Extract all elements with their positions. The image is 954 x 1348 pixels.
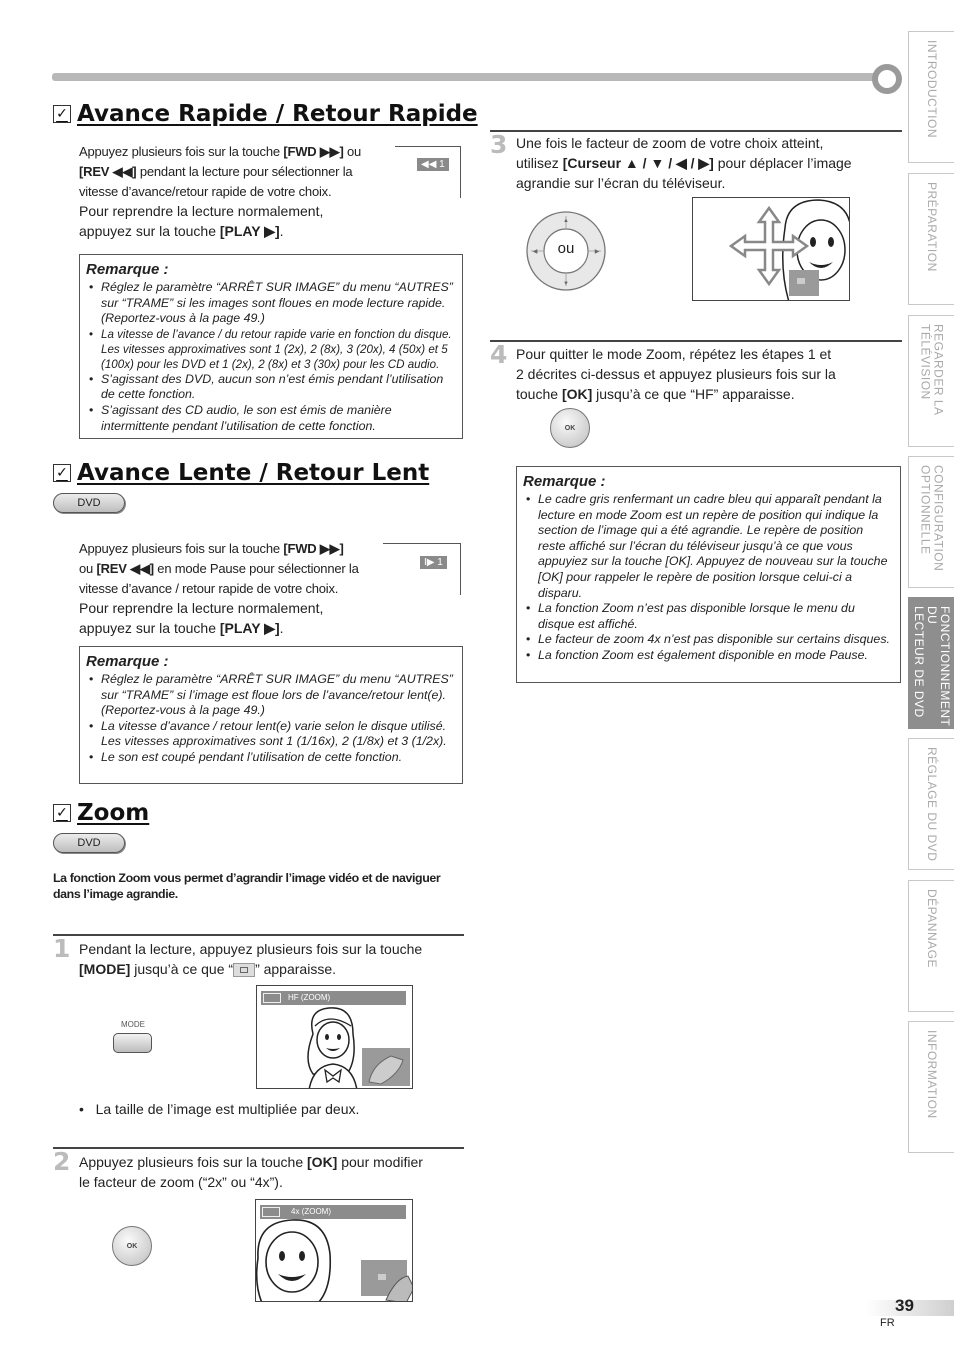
- ok-label: OK: [564, 424, 576, 432]
- text: 2 décrites ci-dessus et appuyez plusieurs fois sur la: [516, 366, 836, 382]
- mode-label: MODE: [121, 1020, 145, 1029]
- side-tab-dvd-setup[interactable]: [908, 738, 954, 870]
- zoom-icon: [233, 963, 255, 977]
- text: touche: [516, 386, 562, 402]
- key-label: [PLAY ▶]: [219, 223, 280, 239]
- text: vitesse d’avance / retour rapide de votre choix.: [79, 581, 339, 596]
- osd-text: HF (ZOOM): [288, 993, 331, 1002]
- side-tab-label: CONFIGURATION OPTIONNELLE: [918, 465, 946, 572]
- page-language: FR: [880, 1317, 895, 1329]
- key-label: [MODE]: [79, 961, 131, 977]
- zoom-icon: [263, 993, 281, 1003]
- text: Pendant la lecture, appuyez plusieurs fois sur la touche: [79, 941, 423, 957]
- side-tab-label: REGARDER LA TÉLÉVISION: [918, 324, 946, 416]
- section-body: [79, 539, 389, 599]
- side-tab-introduction[interactable]: [908, 31, 954, 163]
- text: agrandie sur l’écran du téléviseur.: [516, 175, 726, 191]
- speed-badge: ◀◀ 1: [417, 158, 449, 171]
- text: Pour reprendre la lecture normalement,: [79, 600, 324, 616]
- text: vitesse d’avance/retour rapide de votre choix.: [79, 184, 332, 199]
- text: Pour reprendre la lecture normalement,: [79, 203, 324, 219]
- step-number: 3: [490, 130, 508, 159]
- tv-screen-hf: [256, 985, 413, 1089]
- ou-label: ou: [557, 240, 575, 257]
- bullet: •: [79, 1101, 96, 1117]
- side-tab-label: INTRODUCTION: [925, 40, 939, 138]
- svg-text:▶: ▶: [594, 249, 600, 255]
- remark-box-fast: [79, 254, 463, 439]
- osd-text: 4x (ZOOM): [291, 1207, 331, 1216]
- step1-bullet: [79, 1099, 459, 1119]
- step-rule: [490, 340, 902, 342]
- section-title: Zoom: [77, 800, 150, 826]
- remark-title: Remarque :: [86, 261, 169, 278]
- screen-indicator: [395, 146, 461, 198]
- side-tab-information[interactable]: [908, 1021, 954, 1153]
- remark-item: • Le facteur de zoom 4x n’est pas disponible sur certains disques.: [523, 632, 892, 648]
- zoom-intro: La fonction Zoom vous permet d’agrandir l’image vidéo et de naviguer dans l’image agrandie.: [53, 871, 441, 901]
- osd-bar: [261, 991, 406, 1005]
- step-rule: [53, 934, 464, 936]
- screen-indicator: [383, 543, 461, 595]
- side-tab-label: FONCTIONNEMENT DU LECTEUR DE DVD: [912, 606, 952, 727]
- step-text: [79, 1152, 464, 1192]
- text: ” apparaisse.: [255, 961, 336, 977]
- tv-screen-pan: [692, 197, 850, 301]
- osd-bar: [260, 1205, 406, 1219]
- text: ou: [343, 144, 362, 159]
- text: jusqu’à ce que “: [130, 961, 234, 977]
- step-text: [516, 133, 902, 193]
- section-title: Avance Lente / Retour Lent: [77, 460, 430, 486]
- tv-screen-4x: [255, 1199, 413, 1302]
- mode-button[interactable]: [113, 1033, 152, 1053]
- side-tab-tv[interactable]: [908, 315, 954, 447]
- side-tab-dvd-operation[interactable]: [908, 597, 954, 729]
- step-number: 2: [53, 1147, 71, 1176]
- section-heading-fast: [53, 101, 478, 127]
- dvd-badge: DVD: [53, 493, 125, 513]
- remark-title: Remarque :: [523, 473, 606, 490]
- key-label: [REV ◀◀]: [79, 164, 137, 179]
- text: appuyez sur la touche: [79, 223, 220, 239]
- checkbox-icon: ✓: [53, 464, 71, 482]
- step-number: 4: [490, 340, 508, 369]
- text: Appuyez plusieurs fois sur la touche: [79, 541, 284, 556]
- section-body-resume: [79, 201, 389, 241]
- side-tab-label: DÉPANNAGE: [925, 889, 939, 968]
- remark-item: • La vitesse de l’avance / du retour rapide varie en fonction du disque. Les vitesses approximatives sont 1 (2x), 2 (8x), 3 (20x), 4 (50x) et 5 (100x) pour les DVD et 1 (2x), 2 (8x) et 3 (30x) pour les CD audio.: [86, 327, 454, 372]
- key-label: [REV ◀◀]: [96, 561, 154, 576]
- side-tab-label: RÉGLAGE DU DVD: [925, 747, 939, 862]
- text: jusqu’à ce que “HF” apparaisse.: [592, 386, 795, 402]
- remark-item: • S’agissant des CD audio, le son est émis de manière intermittente pendant l’utilisation de cette fonction.: [86, 403, 454, 434]
- cartoon-girl-illustration: [295, 1004, 413, 1089]
- remark-item: • La fonction Zoom n’est pas disponible lorsque le menu du disque est affiché.: [523, 601, 892, 632]
- top-rule: [52, 73, 880, 81]
- text: pendant la lecture pour sélectionner la: [136, 164, 353, 179]
- text: .: [279, 223, 284, 239]
- side-tab-preparation[interactable]: [908, 173, 954, 305]
- remark-item: • La vitesse d’avance / retour lent(e) varie selon le disque utilisé. Les vitesses approximatives sont 1 (1/16x), 2 (1/8x) et 3 (1/2x).: [86, 719, 454, 750]
- text: le facteur de zoom (“2x” ou “4x”).: [79, 1174, 283, 1190]
- remark-title: Remarque :: [86, 653, 169, 670]
- svg-text:▲: ▲: [563, 218, 569, 224]
- zoom-icon: [262, 1207, 280, 1217]
- ok-button[interactable]: [550, 408, 590, 448]
- section-body-resume: [79, 598, 389, 638]
- remark-item: • Réglez le paramètre “ARRÊT SUR IMAGE” du menu “AUTRES” sur “TRAME” si les images sont floues en mode lecture rapide. (Reportez-vous à la page 49.): [86, 280, 454, 327]
- text: La taille de l’image est multipliée par deux.: [95, 1101, 360, 1117]
- remark-item: • Réglez le paramètre “ARRÊT SUR IMAGE” du menu “AUTRES” sur “TRAME” si l’image est floue lors de l’avance/retour lent(e). (Reportez-vous à la page 49.): [86, 672, 454, 719]
- cartoon-girl-zoomed-illustration: [256, 1218, 413, 1302]
- text: en mode Pause pour sélectionner la: [153, 561, 359, 576]
- text: pour modifier: [337, 1154, 423, 1170]
- cursor-pad[interactable]: [525, 210, 607, 292]
- section-heading-slow: [53, 460, 429, 486]
- text: Une fois le facteur de zoom de votre choix atteint,: [516, 135, 824, 151]
- text: .: [279, 620, 284, 636]
- text: Appuyez plusieurs fois sur la touche: [79, 144, 284, 159]
- key-label: [OK]: [561, 386, 593, 402]
- page-number: 39: [895, 1296, 914, 1315]
- svg-text:▼: ▼: [563, 281, 569, 287]
- side-tab-troubleshooting[interactable]: [908, 880, 954, 1012]
- step-rule: [53, 1147, 464, 1149]
- key-label: [FWD ▶▶]: [283, 144, 344, 159]
- key-label: [PLAY ▶]: [219, 620, 280, 636]
- remark-box-zoom: [516, 466, 901, 683]
- step-number: 1: [53, 934, 71, 963]
- remark-item: • S’agissant des DVD, aucun son n’est émis pendant l’utilisation de cette fonction.: [86, 372, 454, 403]
- step-text: [516, 344, 902, 404]
- top-rule-circle: [872, 64, 902, 94]
- side-tab-label: INFORMATION: [925, 1030, 939, 1119]
- text: Pour quitter le mode Zoom, répétez les étapes 1 et: [516, 346, 832, 362]
- remark-item: • Le son est coupé pendant l’utilisation de cette fonction.: [86, 750, 454, 766]
- key-label: [Curseur ▲ / ▼ / ◀ / ▶]: [562, 155, 714, 171]
- remark-item: • Le cadre gris renfermant un cadre bleu qui apparaît pendant la lecture en mode Zoom est un repère de position qui indique la section de l’image qui a été agrandie. Le repère de position reste affiché sur l’écran du téléviseur jusqu’à ce que vous appuyiez sur la touche [OK]. Appuyez de nouveau sur la touche [OK] pour rappeler le repère de position lorsque celui-ci a disparu.: [523, 492, 892, 601]
- svg-text:◀: ◀: [532, 249, 538, 255]
- pan-illustration: [693, 198, 850, 301]
- text: Appuyez plusieurs fois sur la touche: [79, 1154, 308, 1170]
- remark-item: • La fonction Zoom est également disponible en mode Pause.: [523, 648, 892, 664]
- key-label: [FWD ▶▶]: [283, 541, 344, 556]
- section-title: Avance Rapide / Retour Rapide: [77, 101, 478, 127]
- text: ou: [79, 561, 97, 576]
- section-body: [79, 142, 389, 202]
- text: utilisez: [516, 155, 563, 171]
- ok-label: OK: [126, 1242, 138, 1250]
- section-heading-zoom: [53, 800, 149, 826]
- speed-badge: I▶ 1: [420, 556, 447, 569]
- checkbox-icon: ✓: [53, 804, 71, 822]
- step-rule: [490, 130, 902, 132]
- remark-box-slow: [79, 646, 463, 784]
- checkbox-icon: ✓: [53, 105, 71, 123]
- step-text: [79, 939, 464, 979]
- text: pour déplacer l’image: [713, 155, 852, 171]
- key-label: [OK]: [307, 1154, 338, 1170]
- text: appuyez sur la touche: [79, 620, 220, 636]
- side-tab-configuration[interactable]: [908, 456, 954, 588]
- ok-button[interactable]: [112, 1226, 152, 1266]
- side-tab-label: PRÉPARATION: [925, 182, 939, 272]
- dvd-badge: DVD: [53, 833, 125, 853]
